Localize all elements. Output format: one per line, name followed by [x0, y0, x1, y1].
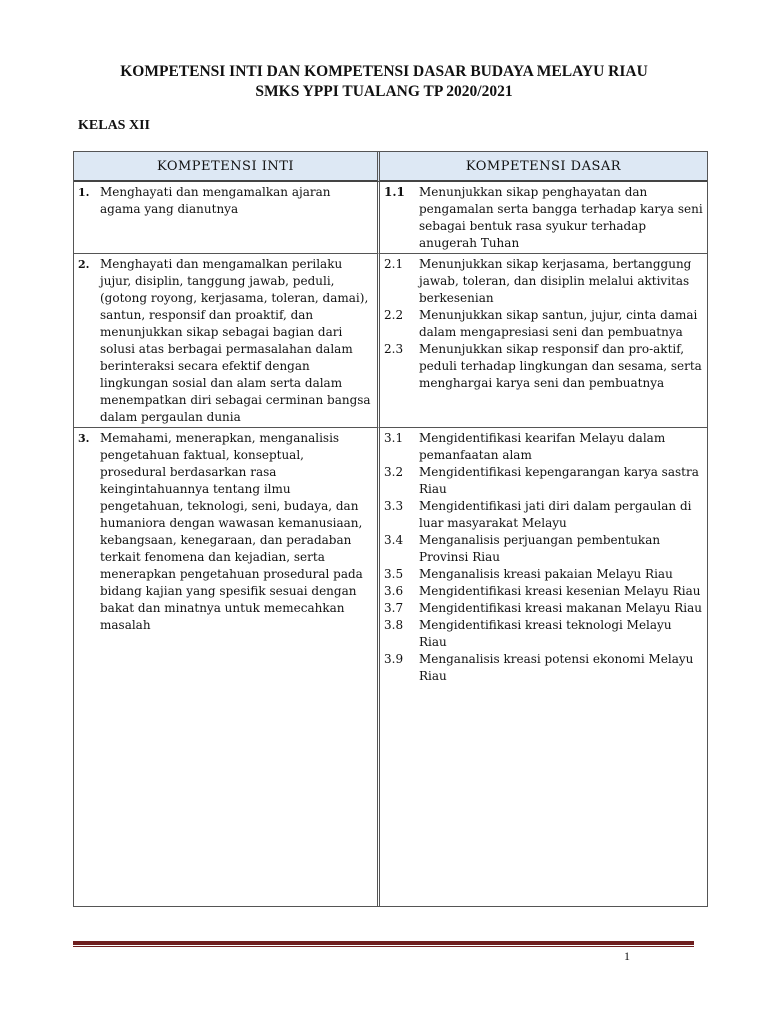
title-line-1: KOMPETENSI INTI DAN KOMPETENSI DASAR BUDAYA MELAYU RIAU — [120, 63, 648, 80]
ki-cell — [74, 428, 380, 906]
kd-text: Menunjukkan sikap penghayatan dan pengamalan serta bangga terhadap karya seni sebagai bentuk rasa syukur terhadap anugerah Tuhan — [419, 185, 703, 250]
kd-number: 3.6 — [384, 584, 404, 598]
kd-item — [384, 256, 703, 307]
kd-item — [384, 341, 703, 392]
kd-number: 3.4 — [384, 533, 404, 547]
document-title — [0, 62, 768, 102]
kd-item — [384, 464, 703, 498]
competency-table — [73, 151, 708, 907]
kd-item — [384, 566, 703, 583]
kd-item — [384, 583, 703, 600]
kd-text: Mengidentifikasi kreasi makanan Melayu Riau — [419, 601, 702, 615]
kd-text: Menganalisis kreasi potensi ekonomi Melayu Riau — [419, 652, 694, 683]
kd-text: Mengidentifikasi kearifan Melayu dalam pemanfaatan alam — [419, 431, 666, 462]
kd-number: 1.1 — [384, 185, 405, 199]
kd-text: Menunjukkan sikap responsif dan pro-aktif, peduli terhadap lingkungan dan sesama, serta menghargai karya seni dan pembuatnya — [419, 342, 702, 390]
title-line-2: SMKS YPPI TUALANG TP 2020/2021 — [255, 83, 513, 100]
kd-text: Menunjukkan sikap santun, jujur, cinta damai dalam mengapresiasi seni dan pembuatnya — [419, 308, 698, 339]
kd-number: 2.2 — [384, 308, 404, 322]
kd-text: Menganalisis perjuangan pembentukan Provinsi Riau — [419, 533, 661, 564]
kd-number: 3.2 — [384, 465, 404, 479]
header-kompetensi-dasar: KOMPETENSI DASAR — [380, 152, 707, 182]
ki-number: 3. — [78, 432, 90, 445]
table-row — [74, 428, 707, 906]
ki-text: Menghayati dan mengamalkan perilaku jujur, disiplin, tanggung jawab, peduli, (gotong royong, kerjasama, toleran, damai), santun, responsif dan proaktif, dan menunjukkan sikap sebagai bagian dari solusi atas berbagai permasalahan dalam berinteraksi secara efektif dengan lingkungan sosial dan alam serta dalam menempatkan diri sebagai cerminan bangsa dalam pergaulan dunia — [100, 257, 371, 424]
kd-item — [384, 498, 703, 532]
kd-number: 3.7 — [384, 601, 404, 615]
kd-cell — [380, 428, 707, 906]
header-kompetensi-inti: KOMPETENSI INTI — [74, 152, 380, 182]
table-header-row — [74, 152, 707, 182]
footer-rule — [73, 941, 694, 945]
ki-item — [78, 184, 373, 218]
table-row — [74, 182, 707, 254]
kd-text: Mengidentifikasi jati diri dalam pergaulan di luar masyarakat Melayu — [419, 499, 692, 530]
kd-text: Mengidentifikasi kreasi kesenian Melayu Riau — [419, 584, 701, 598]
page-number: 1 — [624, 949, 630, 963]
kd-item — [384, 430, 703, 464]
kd-item — [384, 184, 703, 252]
kd-item — [384, 307, 703, 341]
table-row — [74, 254, 707, 428]
ki-number: 1. — [78, 186, 90, 199]
footer-rule-thin — [73, 946, 694, 947]
kd-text: Mengidentifikasi kepengarangan karya sastra Riau — [419, 465, 699, 496]
ki-item — [78, 430, 373, 634]
kd-item — [384, 651, 703, 685]
ki-cell — [74, 254, 380, 428]
kd-number: 3.5 — [384, 567, 404, 581]
kd-number: 2.1 — [384, 257, 404, 271]
ki-cell — [74, 182, 380, 254]
kd-item — [384, 532, 703, 566]
kd-text: Menunjukkan sikap kerjasama, bertanggung jawab, toleran, dan disiplin melalui aktivitas berkesenian — [419, 257, 692, 305]
kd-cell — [380, 254, 707, 428]
ki-text: Menghayati dan mengamalkan ajaran agama yang dianutnya — [100, 185, 331, 216]
kd-number: 2.3 — [384, 342, 404, 356]
kd-item — [384, 617, 703, 651]
ki-item — [78, 256, 373, 426]
kd-number: 3.1 — [384, 431, 404, 445]
kd-item — [384, 600, 703, 617]
kd-number: 3.9 — [384, 652, 404, 666]
kd-text: Menganalisis kreasi pakaian Melayu Riau — [419, 567, 673, 581]
kd-cell — [380, 182, 707, 254]
ki-text: Memahami, menerapkan, menganalisis pengetahuan faktual, konseptual, prosedural berdasarkan rasa keingintahuannya tentang ilmu pengetahuan, teknologi, seni, budaya, dan humaniora dengan wawasan kemanusiaan, kebangsaan, kenegaraan, dan peradaban terkait fenomena dan kejadian, serta menerapkan pengetahuan prosedural pada bidang kajian yang spesifik sesuai dengan bakat dan minatnya untuk memecahkan masalah — [100, 431, 363, 632]
class-label: KELAS XII — [78, 118, 150, 133]
kd-number: 3.3 — [384, 499, 404, 513]
kd-text: Mengidentifikasi kreasi teknologi Melayu Riau — [419, 618, 672, 649]
ki-number: 2. — [78, 258, 90, 271]
kd-number: 3.8 — [384, 618, 404, 632]
